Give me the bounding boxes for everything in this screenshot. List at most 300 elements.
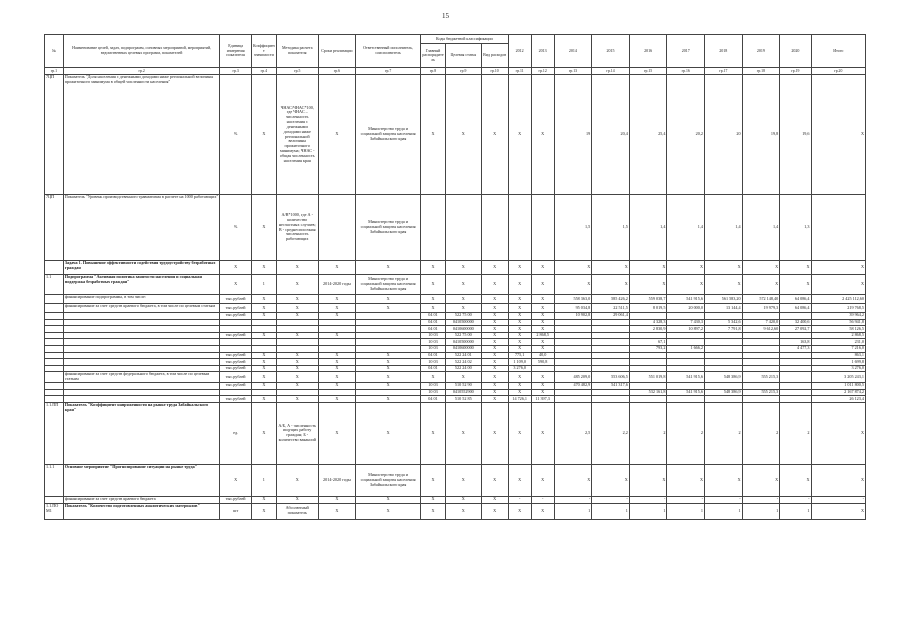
cell-year: Х: [508, 464, 531, 496]
column-number: гр.15: [629, 68, 667, 75]
cell-year: Х: [531, 75, 554, 195]
cell-vr: Х: [481, 313, 508, 320]
cell-year: 1 109,0: [508, 359, 531, 366]
cell-coef: Х: [251, 396, 276, 403]
cell-year: Х: [508, 295, 531, 304]
cell-year: Х: [592, 275, 630, 295]
cell-unit: тыс.рублей: [220, 304, 251, 313]
cell-period: Х: [318, 75, 356, 195]
cell-coef: Х: [251, 304, 276, 313]
cell-year: [531, 195, 554, 261]
cell-resp: Х: [356, 304, 421, 313]
cell-year: 541 915,6: [667, 389, 705, 396]
cell-year: Х: [531, 261, 554, 275]
cell-unit: тыс.рублей: [220, 359, 251, 366]
header-year: 2018: [705, 35, 743, 68]
cell-year: 1: [780, 503, 811, 519]
cell-n: 7ЦП: [45, 75, 64, 195]
cell-cs: Х: [446, 261, 482, 275]
cell-cs: 522 24 01: [446, 352, 482, 359]
cell-year: 2: [629, 402, 667, 464]
cell-year: 22 511,5: [592, 304, 630, 313]
cell-gr: Х: [420, 402, 445, 464]
cell-gr: 10 03: [420, 359, 445, 366]
cell-method: Х: [276, 359, 318, 366]
cell-n: [45, 261, 64, 275]
cell-cs: 0410600000: [446, 345, 482, 352]
cell-year: [629, 359, 667, 366]
cell-year: 572 148,40: [742, 295, 780, 304]
cell-gr: Х: [420, 261, 445, 275]
cell-year: 541 915,6: [667, 372, 705, 383]
cell-year: 553 606,5: [592, 372, 630, 383]
cell-resp: [356, 345, 421, 352]
cell-name: Основное мероприятие "Прогнозирование ситуации на рынке труда": [63, 464, 220, 496]
column-number: гр.12: [531, 68, 554, 75]
cell-gr: Х: [420, 503, 445, 519]
cell-unit: [220, 319, 251, 326]
cell-year: 64 086,4: [780, 304, 811, 313]
cell-vr: Х: [481, 319, 508, 326]
cell-unit: тыс.рублей: [220, 396, 251, 403]
cell-year: Х: [531, 313, 554, 320]
cell-year: 2: [742, 402, 780, 464]
cell-method: Х: [276, 332, 318, 339]
cell-year: Х: [780, 275, 811, 295]
cell-year: [554, 326, 592, 333]
cell-name: [63, 396, 220, 403]
cell-year: 532 161,8: [629, 389, 667, 396]
cell-vr: Х: [481, 402, 508, 464]
cell-resp: Министерство труда и социальной защиты населения Забайкальского края: [356, 464, 421, 496]
cell-year: Х: [531, 402, 554, 464]
cell-method: Х: [276, 295, 318, 304]
cell-resp: Х: [356, 352, 421, 359]
cell-gr: 04 01: [420, 365, 445, 372]
cell-year: -: [742, 496, 780, 503]
cell-year: Х: [780, 261, 811, 275]
table-row: [45, 75, 866, 195]
cell-coef: 1: [251, 275, 276, 295]
cell-year: 1,4: [742, 195, 780, 261]
column-number: гр.17: [705, 68, 743, 75]
cell-year: Х: [531, 383, 554, 390]
cell-year: 27 092,7: [780, 326, 811, 333]
cell-year: Х: [508, 313, 531, 320]
cell-method: А/В*1000, где А - количество несчастных случаев; В - среднесписочная численность работающих: [276, 195, 318, 261]
cell-year: [629, 313, 667, 320]
cell-coef: [251, 389, 276, 396]
cell-year: 20: [705, 75, 743, 195]
cell-year: Х: [531, 339, 554, 346]
cell-year: 1,4: [629, 195, 667, 261]
cell-year: 2: [705, 402, 743, 464]
cell-year: [780, 313, 811, 320]
cell-year: Х: [508, 75, 531, 195]
column-number: гр.20: [811, 68, 865, 75]
cell-year: 541 317,6: [592, 383, 630, 390]
table-row: [45, 464, 866, 496]
cell-year: Х: [508, 345, 531, 352]
cell-year: Х: [629, 275, 667, 295]
cell-year: Х: [667, 464, 705, 496]
cell-cs: 522 75 00: [446, 332, 482, 339]
cell-year: Х: [667, 275, 705, 295]
cell-resp: Х: [356, 261, 421, 275]
cell-year: 1,5: [554, 195, 592, 261]
cell-year: 470 482,9: [554, 383, 592, 390]
cell-year: Х: [554, 464, 592, 496]
cell-gr: [420, 195, 445, 261]
cell-total: Х: [811, 464, 865, 496]
cell-year: Х: [531, 389, 554, 396]
cell-gr: Х: [420, 372, 445, 383]
cell-year: 10 902,8: [554, 313, 592, 320]
table-row: [45, 372, 866, 383]
cell-total: 219 768,5: [811, 304, 865, 313]
table-row: [45, 332, 866, 339]
cell-cs: Х: [446, 304, 482, 313]
cell-total: 39 964,2: [811, 313, 865, 320]
cell-year: 19: [554, 75, 592, 195]
cell-resp: [356, 332, 421, 339]
cell-year: -: [508, 496, 531, 503]
cell-year: [629, 332, 667, 339]
cell-period: Х: [318, 383, 356, 390]
cell-year: [554, 319, 592, 326]
cell-year: 64 086,4: [780, 295, 811, 304]
cell-year: 1,4: [705, 195, 743, 261]
cell-coef: Х: [251, 313, 276, 320]
cell-cs: Х: [446, 496, 482, 503]
cell-year: [531, 365, 554, 372]
header-year: 2016: [629, 35, 667, 68]
cell-resp: [356, 313, 421, 320]
header-codes-group: Коды бюджетной классификации: [420, 35, 508, 44]
cell-year: -: [667, 496, 705, 503]
cell-year: 548 386,9: [705, 389, 743, 396]
cell-name: финансирование за счет средств краевого бюджета: [63, 496, 220, 503]
cell-year: [508, 195, 531, 261]
cell-coef: Х: [251, 372, 276, 383]
cell-unit: [220, 339, 251, 346]
cell-year: 3 276,0: [508, 365, 531, 372]
column-number: гр.14: [592, 68, 630, 75]
cell-year: [629, 396, 667, 403]
cell-total: 58 126,5: [811, 326, 865, 333]
cell-year: Х: [508, 402, 531, 464]
table-row: [45, 352, 866, 359]
cell-n: [45, 352, 64, 359]
cell-year: 8 019,5: [629, 304, 667, 313]
cell-period: [318, 345, 356, 352]
header-row: [45, 35, 866, 44]
cell-method: А/Б, А - численность ищущих работу граждан; Б - количество вакансий: [276, 402, 318, 464]
cell-gr: 04 01: [420, 313, 445, 320]
page-number: 15: [442, 12, 449, 20]
cell-year: 20,2: [667, 75, 705, 195]
cell-resp: [356, 326, 421, 333]
cell-period: [318, 339, 356, 346]
cell-coef: Х: [251, 75, 276, 195]
cell-cs: 522 75 00: [446, 313, 482, 320]
cell-method: [276, 345, 318, 352]
cell-year: 590,8: [531, 359, 554, 366]
cell-unit: тыс.рублей: [220, 332, 251, 339]
cell-year: 40,0: [531, 352, 554, 359]
cell-year: 485 209,0: [554, 372, 592, 383]
table-row: [45, 295, 866, 304]
cell-year: 19 979,3: [742, 304, 780, 313]
cell-n: 1.1.ПП: [45, 402, 64, 464]
cell-total: 863,1: [811, 352, 865, 359]
cell-coef: [251, 319, 276, 326]
cell-resp: Министерство труда и социальной защиты населения Забайкальского края: [356, 275, 421, 295]
cell-gr: Х: [420, 75, 445, 195]
cell-year: [780, 372, 811, 383]
cell-year: [780, 383, 811, 390]
table-row: [45, 402, 866, 464]
column-number: гр.13: [554, 68, 592, 75]
cell-vr: Х: [481, 304, 508, 313]
cell-name: [63, 345, 220, 352]
cell-year: 29 061,4: [592, 313, 630, 320]
cell-n: 7ЦП: [45, 195, 64, 261]
cell-gr: Х: [420, 275, 445, 295]
cell-year: Х: [592, 261, 630, 275]
cell-year: Х: [592, 464, 630, 496]
cell-year: Х: [508, 275, 531, 295]
cell-year: 11 397,3: [531, 396, 554, 403]
cell-coef: 1: [251, 464, 276, 496]
cell-name: Подпрограмма "Активная политика занятости населения и социальная поддержка безработных граждан": [63, 275, 220, 295]
cell-year: [667, 352, 705, 359]
cell-year: Х: [531, 464, 554, 496]
cell-n: [45, 365, 64, 372]
cell-period: Х: [318, 402, 356, 464]
cell-total: Х: [811, 402, 865, 464]
cell-n: [45, 319, 64, 326]
cell-year: 7 791,8: [705, 326, 743, 333]
cell-year: -: [629, 496, 667, 503]
cell-year: Х: [554, 275, 592, 295]
cell-name: финансирование подпрограммы, в том числе:: [63, 295, 220, 304]
cell-year: Х: [508, 326, 531, 333]
cell-n: [45, 332, 64, 339]
cell-year: 163,8: [780, 339, 811, 346]
cell-year: 1: [742, 503, 780, 519]
cell-vr: Х: [481, 275, 508, 295]
cell-cs: 0410500000: [446, 319, 482, 326]
cell-year: [592, 345, 630, 352]
cell-name: финансирование за счет средств федерального бюджета, в том числе по целевым статьям: [63, 372, 220, 383]
column-number: гр.5: [276, 68, 318, 75]
cell-resp: Х: [356, 496, 421, 503]
cell-coef: Х: [251, 352, 276, 359]
cell-coef: Х: [251, 261, 276, 275]
cell-period: Х: [318, 503, 356, 519]
cell-method: [276, 389, 318, 396]
cell-coef: Х: [251, 496, 276, 503]
column-number: гр.8: [420, 68, 445, 75]
cell-year: -: [531, 496, 554, 503]
cell-total: 231,0: [811, 339, 865, 346]
cell-year: [780, 352, 811, 359]
cell-gr: 04 01: [420, 319, 445, 326]
header-year: 2014: [554, 35, 592, 68]
cell-year: 548 386,9: [705, 372, 743, 383]
cell-method: Х: [276, 383, 318, 390]
cell-resp: Х: [356, 365, 421, 372]
column-number: гр.10: [481, 68, 508, 75]
cell-year: Х: [531, 319, 554, 326]
cell-total: 7 216,0: [811, 345, 865, 352]
cell-year: [629, 365, 667, 372]
cell-vr: Х: [481, 261, 508, 275]
cell-year: 10 897,2: [667, 326, 705, 333]
cell-unit: Х: [220, 261, 251, 275]
cell-vr: Х: [481, 365, 508, 372]
cell-method: Х: [276, 304, 318, 313]
header-unit: Единица измерения показателя: [220, 35, 251, 68]
cell-unit: ед.: [220, 402, 251, 464]
cell-period: Х: [318, 304, 356, 313]
cell-year: -: [592, 496, 630, 503]
cell-year: 793,2: [629, 345, 667, 352]
cell-year: Х: [531, 345, 554, 352]
cell-vr: [481, 195, 508, 261]
column-number: гр.9: [446, 68, 482, 75]
cell-year: Х: [705, 275, 743, 295]
cell-resp: Министерство труда и социальной защиты населения Забайкальского края: [356, 195, 421, 261]
cell-n: [45, 496, 64, 503]
cell-year: 4 328,3: [629, 319, 667, 326]
column-number: гр.3: [220, 68, 251, 75]
cell-year: 2 830,9: [629, 326, 667, 333]
cell-name: [63, 389, 220, 396]
cell-method: [276, 339, 318, 346]
cell-period: Х: [318, 496, 356, 503]
cell-year: [742, 365, 780, 372]
cell-cs: 510 52 85: [446, 396, 482, 403]
cell-vr: Х: [481, 372, 508, 383]
cell-period: Х: [318, 295, 356, 304]
cell-unit: тыс.рублей: [220, 295, 251, 304]
cell-year: 541 915,6: [667, 295, 705, 304]
cell-year: Х: [531, 326, 554, 333]
cell-year: Х: [508, 319, 531, 326]
cell-period: [318, 195, 356, 261]
header-name: Наименование целей, задач, подпрограмм, основных мероприятий, мероприятий, ведомственных целевых программ, показателей: [63, 35, 220, 68]
cell-gr: 10 03: [420, 339, 445, 346]
cell-year: 2,2: [592, 402, 630, 464]
cell-cs: Х: [446, 295, 482, 304]
cell-year: [742, 313, 780, 320]
cell-period: Х: [318, 359, 356, 366]
cell-resp: [356, 319, 421, 326]
cell-period: Х: [318, 261, 356, 275]
cell-unit: [220, 389, 251, 396]
cell-vr: Х: [481, 75, 508, 195]
cell-year: [780, 365, 811, 372]
cell-vr: Х: [481, 352, 508, 359]
cell-year: 1: [592, 503, 630, 519]
cell-method: [276, 319, 318, 326]
column-number: гр.6: [318, 68, 356, 75]
cell-gr: Х: [420, 295, 445, 304]
cell-year: 1: [667, 503, 705, 519]
cell-year: 20,4: [592, 75, 630, 195]
cell-name: Показатель "Уровень производственного травматизма в расчете на 1000 работающих": [63, 195, 220, 261]
cell-total: Х: [811, 261, 865, 275]
cell-period: Х: [318, 396, 356, 403]
cell-n: [45, 295, 64, 304]
cell-year: Х: [508, 261, 531, 275]
cell-gr: 04 01: [420, 326, 445, 333]
cell-name: Показатель "Коэффициент напряженности на рынке труда Забайкальского края": [63, 402, 220, 464]
column-number: гр.2: [63, 68, 220, 75]
column-number: гр.1: [45, 68, 64, 75]
cell-unit: [220, 326, 251, 333]
cell-year: [592, 326, 630, 333]
header-year: 2019: [742, 35, 780, 68]
cell-year: [667, 332, 705, 339]
cell-period: [318, 319, 356, 326]
cell-coef: [251, 339, 276, 346]
cell-resp: Х: [356, 359, 421, 366]
cell-vr: Х: [481, 339, 508, 346]
cell-name: [63, 359, 220, 366]
cell-n: [45, 304, 64, 313]
cell-unit: шт: [220, 503, 251, 519]
cell-year: 1,5: [592, 195, 630, 261]
cell-year: Х: [531, 372, 554, 383]
cell-n: [45, 383, 64, 390]
cell-year: -: [780, 496, 811, 503]
cell-year: 555 215,3: [742, 389, 780, 396]
cell-unit: тыс.рублей: [220, 365, 251, 372]
cell-year: Х: [508, 389, 531, 396]
cell-year: [629, 383, 667, 390]
cell-coef: Х: [251, 195, 276, 261]
cell-year: Х: [629, 261, 667, 275]
cell-method: [276, 326, 318, 333]
cell-year: 1,3: [780, 195, 811, 261]
cell-unit: %: [220, 75, 251, 195]
cell-year: [592, 319, 630, 326]
cell-year: [667, 383, 705, 390]
cell-year: Х: [705, 261, 743, 275]
cell-gr: 10 03: [420, 389, 445, 396]
cell-total: 2 868,5: [811, 332, 865, 339]
cell-year: Х: [508, 332, 531, 339]
cell-n: [45, 313, 64, 320]
cell-year: Х: [742, 275, 780, 295]
cell-year: -: [554, 496, 592, 503]
cell-year: 32 400,6: [780, 319, 811, 326]
cell-cs: [446, 195, 482, 261]
cell-name: [63, 313, 220, 320]
cell-gr: Х: [420, 496, 445, 503]
table-row: [45, 195, 866, 261]
cell-year: [705, 365, 743, 372]
cell-name: финансирование за счет средств краевого бюджета, в том числе по целевым статьям: [63, 304, 220, 313]
cell-cs: 522 24 02: [446, 359, 482, 366]
cell-year: Х: [742, 464, 780, 496]
table-row: [45, 319, 866, 326]
cell-n: [45, 326, 64, 333]
cell-year: 4 477,3: [780, 345, 811, 352]
